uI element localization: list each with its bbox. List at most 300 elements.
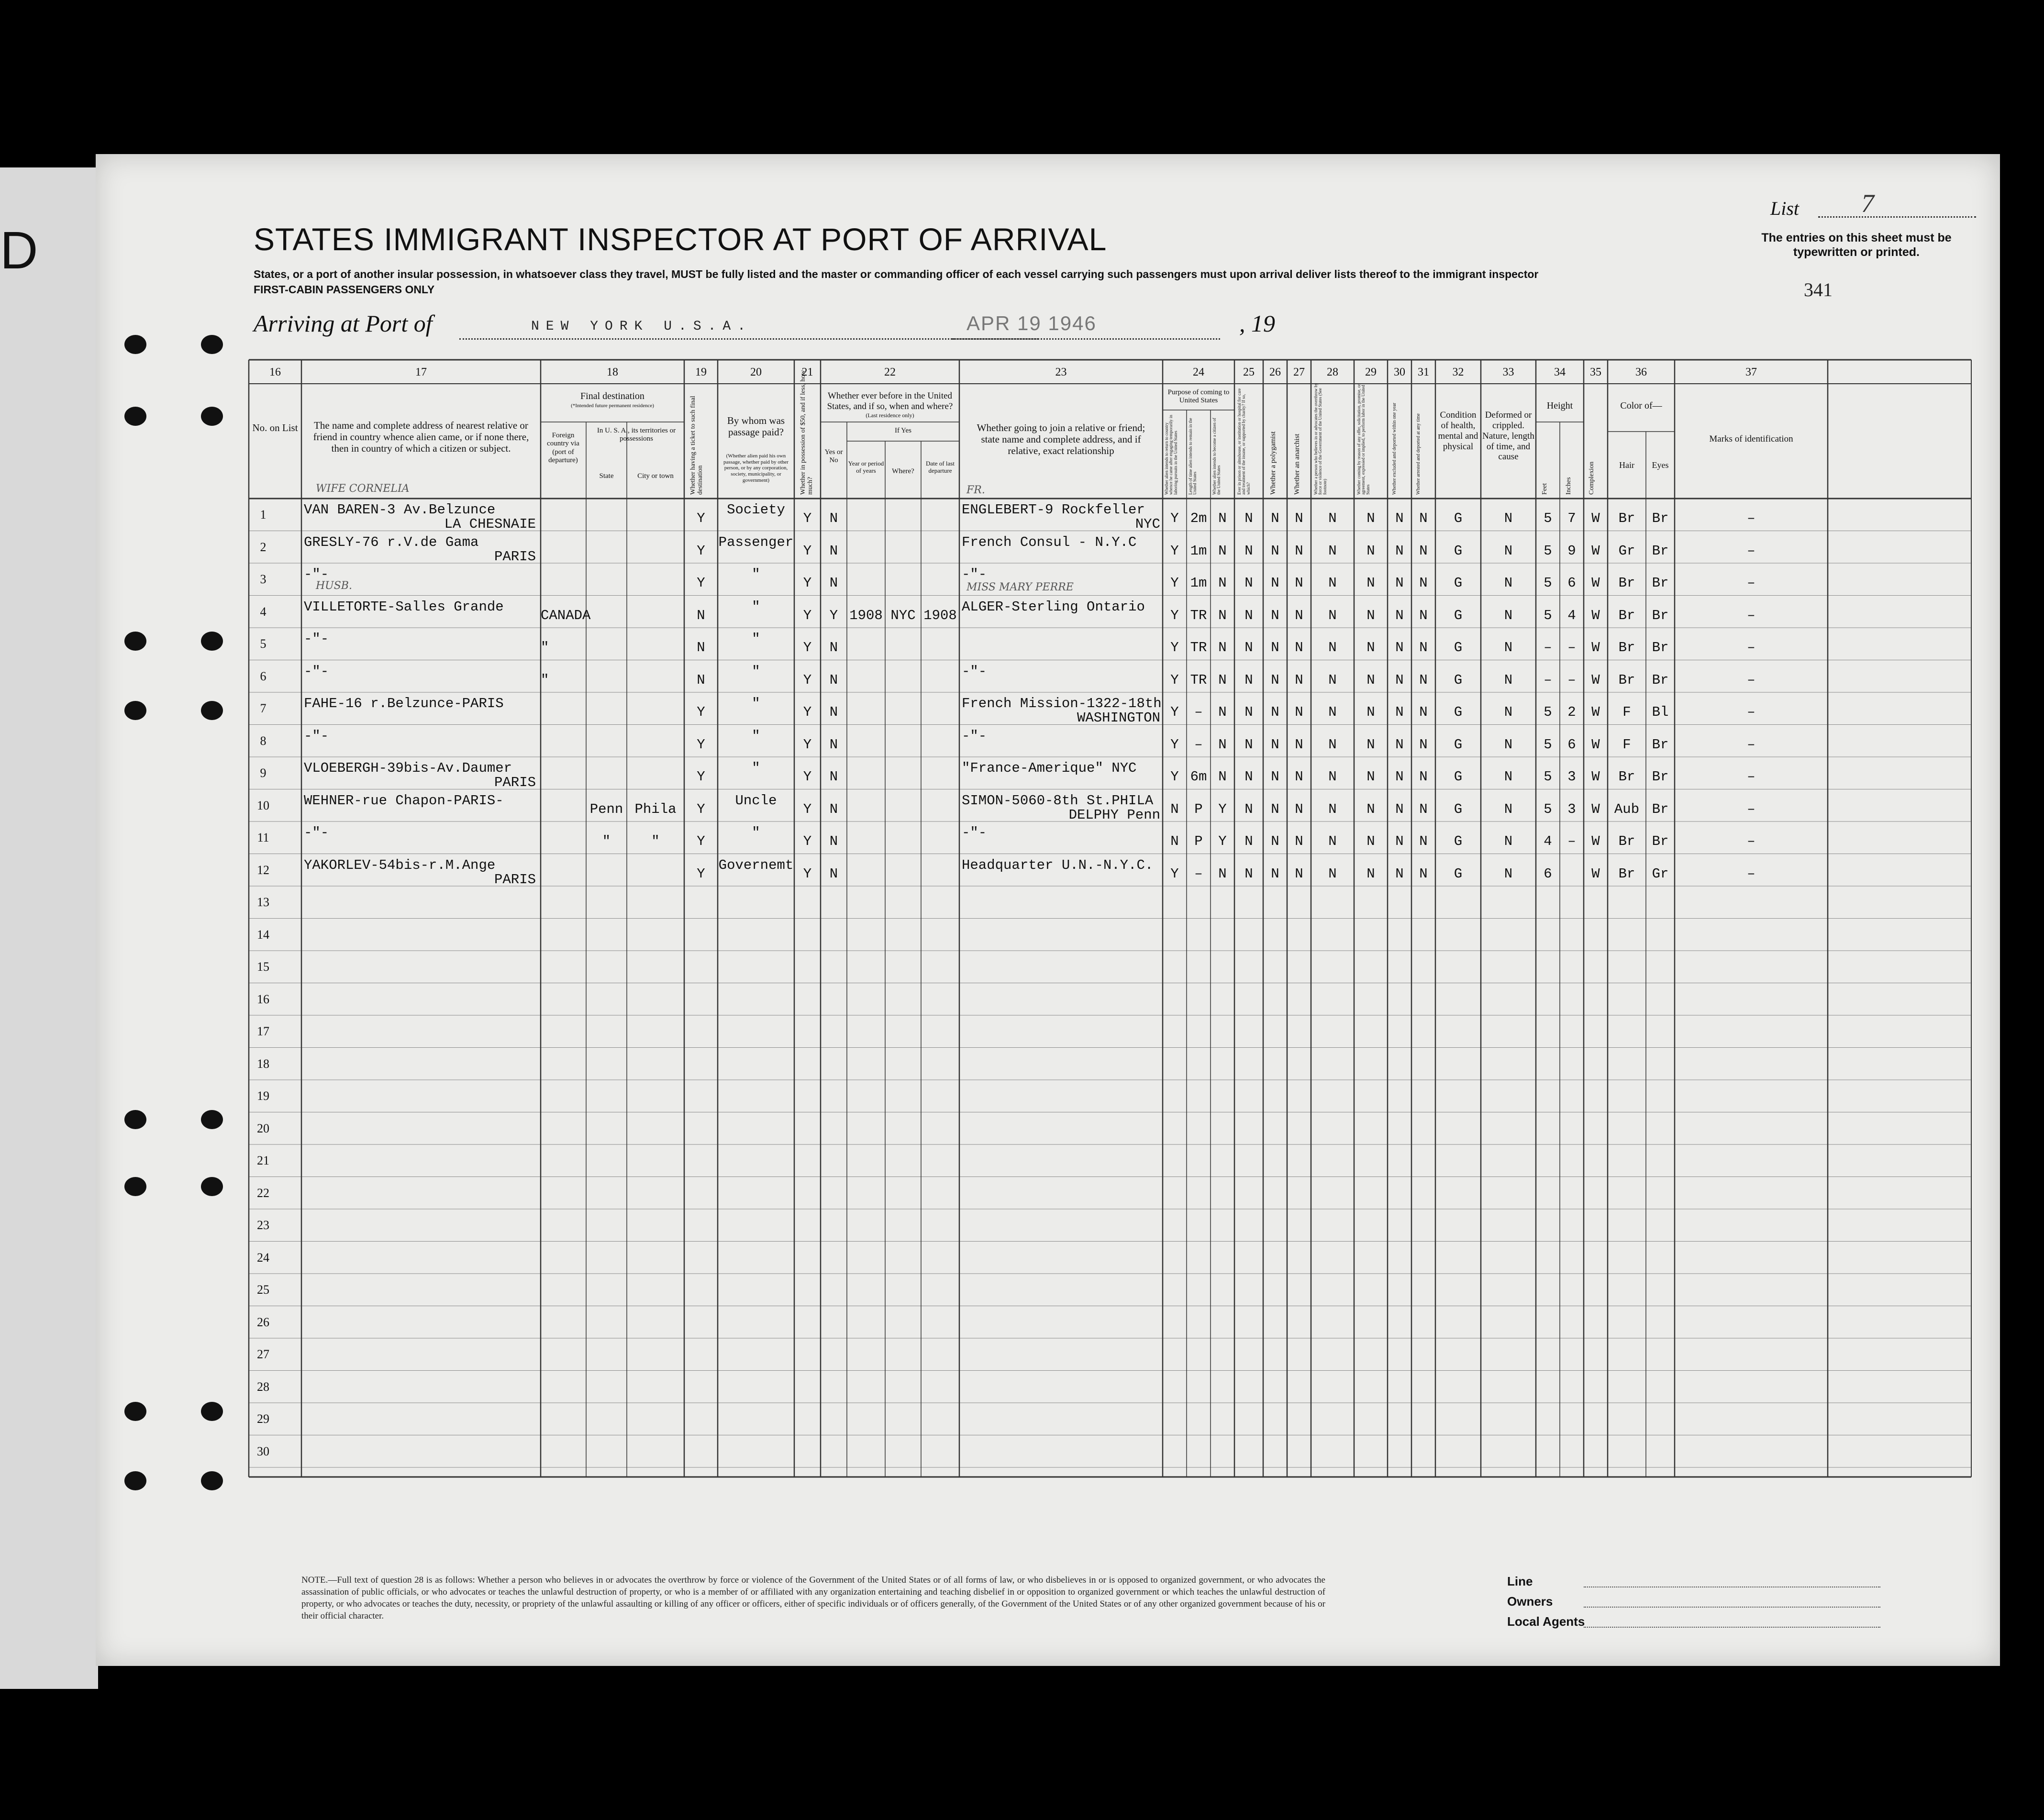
column-number: 20 <box>750 366 762 378</box>
header-date-departure: Date of last departure <box>926 460 955 474</box>
identification-marks: – <box>1747 736 1755 753</box>
row-number: 13 <box>257 895 269 909</box>
ticket: N <box>697 640 705 655</box>
row-number: 27 <box>257 1347 269 1361</box>
deformed: N <box>1504 510 1513 526</box>
question-27: N <box>1295 769 1303 785</box>
question-26: N <box>1271 866 1279 882</box>
column-number: 33 <box>1502 366 1514 378</box>
binder-hole <box>201 632 223 651</box>
sheet-number: 341 <box>1804 279 1833 300</box>
question-31: N <box>1419 833 1428 849</box>
row-number: 6 <box>260 669 267 683</box>
joining-relative: Headquarter U.N.-N.Y.C. <box>962 857 1154 873</box>
destination-city: Phila <box>634 801 677 817</box>
previous-sheet-edge <box>0 167 98 1689</box>
deformed: N <box>1504 866 1513 882</box>
fifty-dollars: Y <box>803 736 812 753</box>
row-number: 17 <box>257 1024 269 1038</box>
health-condition: G <box>1454 640 1463 655</box>
header-height: Height <box>1546 400 1573 411</box>
question-30: N <box>1395 640 1404 655</box>
height-feet: 5 <box>1544 801 1552 817</box>
purpose-length: 1m <box>1190 575 1207 591</box>
height-feet: – <box>1544 640 1552 655</box>
question-26: N <box>1271 607 1279 623</box>
header-fifty-dollars: Whether in possession of $50, and if less, how much? <box>800 370 814 495</box>
question-30: N <box>1395 769 1404 785</box>
passenger-name-address: -"- <box>304 825 329 841</box>
height-inches: 2 <box>1567 704 1576 720</box>
height-feet: 5 <box>1544 510 1552 526</box>
question-31: N <box>1419 769 1428 785</box>
hair-color: Br <box>1618 575 1635 591</box>
foreign-country: " <box>541 640 549 655</box>
fifty-dollars: Y <box>803 543 812 559</box>
purpose-length: – <box>1194 866 1203 882</box>
question-26: N <box>1271 736 1279 753</box>
purpose-return: Y <box>1170 769 1179 785</box>
passenger-address-line2: PARIS <box>494 871 536 888</box>
complexion: W <box>1591 866 1600 882</box>
purpose-return: N <box>1170 833 1179 849</box>
identification-marks: – <box>1747 575 1755 591</box>
last-departure: 1908 <box>923 607 957 623</box>
ever-before: N <box>829 704 838 720</box>
binder-hole <box>201 1402 223 1421</box>
local-agents-field[interactable] <box>1584 1627 1880 1628</box>
ticket: Y <box>697 704 705 720</box>
page-title: STATES IMMIGRANT INSPECTOR AT PORT OF ARRIVAL <box>254 222 1107 257</box>
question-29: N <box>1366 769 1375 785</box>
question-29: N <box>1366 704 1375 720</box>
identification-marks: – <box>1747 543 1755 559</box>
complexion: W <box>1591 833 1600 849</box>
header-ticket: Whether having a ticket to such final destination <box>689 396 704 495</box>
header-city: City or town <box>637 472 674 480</box>
row-number: 10 <box>257 798 269 812</box>
row-number: 12 <box>257 863 269 877</box>
question-27: N <box>1295 543 1303 559</box>
question-27: N <box>1295 672 1303 688</box>
question-29: N <box>1366 575 1375 591</box>
header-anarchist: Whether an anarchist <box>1293 433 1301 495</box>
ticket: N <box>697 672 705 688</box>
question-25: N <box>1244 736 1253 753</box>
joining-relative: "France-Amerique" NYC <box>962 760 1137 776</box>
height-feet: 5 <box>1544 543 1552 559</box>
column-number: 27 <box>1293 366 1305 378</box>
identification-marks: – <box>1747 866 1755 882</box>
passenger-name-address: -"- <box>304 631 329 647</box>
complexion: W <box>1591 510 1600 526</box>
purpose-citizen: N <box>1218 672 1227 688</box>
row-number: 3 <box>260 572 267 586</box>
passage-paid-by: " <box>752 728 760 744</box>
row-number: 21 <box>257 1154 269 1167</box>
typewritten-note: The entries on this sheet must be typewritten or printed. <box>1761 231 1952 259</box>
fifty-dollars: Y <box>803 833 812 849</box>
ticket: Y <box>697 510 705 526</box>
destination-state: " <box>602 833 611 849</box>
question-31: N <box>1419 510 1428 526</box>
column-number: 25 <box>1243 366 1255 378</box>
deformed: N <box>1504 543 1513 559</box>
deformed: N <box>1504 607 1513 623</box>
passage-paid-by: " <box>752 760 760 776</box>
header-complexion: Complexion <box>1588 461 1595 495</box>
row-number: 23 <box>257 1218 269 1232</box>
question-29: N <box>1366 640 1375 655</box>
height-inches: 9 <box>1567 543 1576 559</box>
height-inches: 3 <box>1567 769 1576 785</box>
previous-sheet-fragment: D <box>0 221 38 280</box>
passenger-address-line2: PARIS <box>494 775 536 790</box>
ever-before: N <box>829 640 838 655</box>
joining-relative: French Consul - N.Y.C <box>962 534 1137 550</box>
hair-color: Br <box>1618 510 1635 526</box>
complexion: W <box>1591 575 1600 591</box>
deformed: N <box>1504 769 1513 785</box>
height-feet: – <box>1544 672 1552 688</box>
eye-color: Br <box>1652 575 1669 591</box>
hair-color: Br <box>1618 769 1635 785</box>
height-feet: 5 <box>1544 607 1552 623</box>
ever-before: N <box>829 543 838 559</box>
binder-hole <box>124 701 146 720</box>
passenger-address-line2: PARIS <box>494 548 536 565</box>
header-color-of: Color of— <box>1620 400 1662 411</box>
passage-paid-by: Passenger <box>718 534 794 550</box>
joining-relative: French Mission-1322-18th <box>962 696 1162 711</box>
ticket: Y <box>697 833 705 849</box>
purpose-citizen: N <box>1218 543 1227 559</box>
binder-hole <box>201 1471 223 1490</box>
header-no-on-list: No. on List <box>252 422 298 433</box>
health-condition: G <box>1454 672 1463 688</box>
question-29: N <box>1366 736 1375 753</box>
purpose-length: P <box>1194 801 1203 817</box>
column-number: 22 <box>884 366 896 378</box>
question-31: N <box>1419 801 1428 817</box>
ever-before: Y <box>829 607 838 623</box>
header-prison: Ever in prison or almshouse, or institution or hospital for care and treatment of the insane, or supported by charity? If so, which? <box>1237 388 1251 495</box>
row-number: 1 <box>260 508 267 522</box>
header-marks: Marks of identification <box>1709 434 1793 444</box>
eye-color: Br <box>1652 801 1669 817</box>
purpose-length: – <box>1194 704 1203 720</box>
line-label: Line <box>1507 1574 1533 1588</box>
question-30: N <box>1395 672 1404 688</box>
binder-hole <box>124 407 146 426</box>
owners-field[interactable] <box>1584 1607 1880 1608</box>
question-27: N <box>1295 704 1303 720</box>
header-purpose-length: Length of time alien intends to remain in the United States <box>1188 418 1198 495</box>
passage-paid-by: " <box>752 696 760 711</box>
question-26: N <box>1271 510 1279 526</box>
header-in-usa: In U. S. A., its territories or possessions <box>597 427 676 443</box>
row-number: 30 <box>257 1444 269 1458</box>
identification-marks: – <box>1747 640 1755 655</box>
joining-address-line2: WASHINGTON <box>1077 710 1160 726</box>
row-number: 18 <box>257 1056 269 1071</box>
page-subtitle: States, or a port of another insular possession, in whatsoever class they travel, MUST be fully listed and the master or commanding officer of each vessel carrying such passengers must upon arrival deliver lists thereof to the immigrant inspector <box>254 268 1539 280</box>
question-29: N <box>1366 833 1375 849</box>
header-offer-of-labor: Whether coming by reason of any offer, solicitation, promise, or agreement, expressed or implied, to perform labor in the United States <box>1356 384 1370 495</box>
question-27: N <box>1295 510 1303 526</box>
question-31: N <box>1419 543 1428 559</box>
column-number: 17 <box>415 366 427 378</box>
binder-hole <box>124 1402 146 1421</box>
question-25: N <box>1244 510 1253 526</box>
eye-color: Br <box>1652 640 1669 655</box>
health-condition: G <box>1454 704 1463 720</box>
deformed: N <box>1504 801 1513 817</box>
complexion: W <box>1591 672 1600 688</box>
identification-marks: – <box>1747 801 1755 817</box>
question-31: N <box>1419 736 1428 753</box>
question-25: N <box>1244 801 1253 817</box>
header-name-address: The name and complete address of nearest relative or friend in country whence alien came, or if none there, then in country of which a citizen or subject. <box>313 420 529 455</box>
column-number: 31 <box>1418 366 1429 378</box>
question-25: N <box>1244 672 1253 688</box>
joining-address-line2: NYC <box>1135 516 1160 532</box>
passage-paid-by: " <box>752 631 760 647</box>
identification-marks: – <box>1747 672 1755 688</box>
passage-paid-by: Uncle <box>735 792 777 809</box>
arriving-label: Arriving at Port of <box>254 310 433 337</box>
ever-before: N <box>829 801 838 817</box>
question-30: N <box>1395 833 1404 849</box>
handwritten-annotation: MISS MARY PERRE <box>966 581 1074 593</box>
year-of-visit: 1908 <box>849 607 883 623</box>
health-condition: G <box>1454 543 1463 559</box>
header-arrested: Whether arrested and deported at any time <box>1416 413 1421 495</box>
question-28: N <box>1328 510 1337 526</box>
question-30: N <box>1395 543 1404 559</box>
row-number: 4 <box>260 604 267 619</box>
column-number: 19 <box>695 366 707 378</box>
header-purpose: Purpose of coming to United States <box>1167 388 1230 405</box>
header-purpose-return: Whether alien intends to return to country whence he came after engaging temporarily in laboring pursuits in the United States <box>1164 415 1178 495</box>
header-paid-by-note: (Whether alien paid his own passage, whether paid by other person, or by any corporation, society, municipality, or government) <box>723 453 789 483</box>
eye-color: Br <box>1652 769 1669 785</box>
row-number: 19 <box>257 1089 269 1103</box>
deformed: N <box>1504 704 1513 720</box>
handwritten-annotation: HUSB. <box>316 579 352 592</box>
purpose-return: Y <box>1170 543 1179 559</box>
passenger-name-address: VAN BAREN-3 Av.Belzunce <box>304 502 496 518</box>
height-feet: 5 <box>1544 575 1552 591</box>
health-condition: G <box>1454 769 1463 785</box>
column-number: 36 <box>1635 366 1647 378</box>
column-number: 28 <box>1327 366 1338 378</box>
question-28: N <box>1328 769 1337 785</box>
passenger-name-address: VILLETORTE-Salles Grande <box>304 599 504 615</box>
fifty-dollars: Y <box>803 607 812 623</box>
question-26: N <box>1271 575 1279 591</box>
passenger-name-address: YAKORLEV-54bis-r.M.Ange <box>304 857 496 873</box>
row-number: 11 <box>257 831 269 844</box>
health-condition: G <box>1454 575 1463 591</box>
purpose-return: Y <box>1170 704 1179 720</box>
complexion: W <box>1591 769 1600 785</box>
local-agents-label: Local Agents <box>1507 1614 1585 1629</box>
hair-color: Br <box>1618 640 1635 655</box>
identification-marks: – <box>1747 607 1755 623</box>
fifty-dollars: Y <box>803 510 812 526</box>
destination-state: Penn <box>589 801 623 817</box>
foreign-country: CANADA <box>541 607 591 623</box>
row-number: 2 <box>260 540 267 554</box>
binder-hole <box>124 1471 146 1490</box>
column-number: 29 <box>1365 366 1377 378</box>
purpose-length: 2m <box>1190 510 1207 526</box>
ticket: Y <box>697 769 705 785</box>
ever-before: N <box>829 833 838 849</box>
manifest-sheet <box>96 154 2000 1666</box>
hair-color: F <box>1622 704 1631 720</box>
purpose-length: P <box>1194 833 1203 849</box>
ticket: Y <box>697 543 705 559</box>
passenger-name-address: FAHE-16 r.Belzunce-PARIS <box>304 696 504 711</box>
ever-before: N <box>829 672 838 688</box>
header-ever-before: Whether ever before in the United States, and if so, when and where? <box>827 391 953 411</box>
question-31: N <box>1419 575 1428 591</box>
purpose-citizen: N <box>1218 575 1227 591</box>
header-state: State <box>599 472 614 480</box>
question-25: N <box>1244 866 1253 882</box>
height-inches: 6 <box>1567 575 1576 591</box>
column-number: 30 <box>1394 366 1405 378</box>
question-27: N <box>1295 736 1303 753</box>
binder-hole <box>201 335 223 354</box>
header-last-residence-note: (Last residence only) <box>866 412 914 419</box>
passage-paid-by: Governemt <box>718 857 794 873</box>
eye-color: Br <box>1652 510 1669 526</box>
header-final-destination-note: (*Intended future permanent residence) <box>571 403 654 409</box>
column-number: 32 <box>1452 366 1464 378</box>
question-28: N <box>1328 704 1337 720</box>
eye-color: Br <box>1652 736 1669 753</box>
hair-color: Br <box>1618 833 1635 849</box>
purpose-return: Y <box>1170 510 1179 526</box>
health-condition: G <box>1454 866 1463 882</box>
passenger-name-address: WEHNER-rue Chapon-PARIS- <box>304 792 504 809</box>
header-overthrow: Whether a person who believes in or advocates the overthrow by force or violence of the Government of the United States (See footnote) <box>1313 383 1327 495</box>
header-hair: Hair <box>1619 460 1634 470</box>
handwritten-annotation: FR. <box>966 484 985 496</box>
height-inches: 6 <box>1567 736 1576 753</box>
complexion: W <box>1591 607 1600 623</box>
row-number: 26 <box>257 1315 269 1329</box>
header-paid-by: By whom was passage paid? <box>727 415 785 438</box>
purpose-length: TR <box>1190 672 1207 688</box>
question-28: N <box>1328 607 1337 623</box>
purpose-length: TR <box>1190 607 1207 623</box>
complexion: W <box>1591 704 1600 720</box>
row-number: 22 <box>257 1186 269 1200</box>
question-30: N <box>1395 736 1404 753</box>
purpose-citizen: N <box>1218 866 1227 882</box>
health-condition: G <box>1454 833 1463 849</box>
passenger-name-address: -"- <box>304 728 329 744</box>
eye-color: Br <box>1652 543 1669 559</box>
question-31: N <box>1419 672 1428 688</box>
eye-color: Br <box>1652 672 1669 688</box>
passenger-name-address: VLOEBERGH-39bis-Av.Daumer <box>304 760 512 776</box>
question-31: N <box>1419 704 1428 720</box>
passage-paid-by: Society <box>727 502 785 518</box>
passenger-class: FIRST-CABIN PASSENGERS ONLY <box>254 283 435 296</box>
header-year-period: Year or period of years <box>848 460 884 474</box>
hair-color: Aub <box>1614 801 1640 817</box>
question-26: N <box>1271 672 1279 688</box>
header-deformed: Deformed or crippled. Nature, length of time, and cause <box>1482 410 1534 462</box>
complexion: W <box>1591 736 1600 753</box>
ever-before: N <box>829 866 838 882</box>
purpose-return: Y <box>1170 866 1179 882</box>
joining-relative: SIMON-5060-8th St.PHILA <box>962 792 1154 809</box>
deformed: N <box>1504 736 1513 753</box>
identification-marks: – <box>1747 510 1755 526</box>
passage-paid-by: " <box>752 566 760 582</box>
purpose-citizen: N <box>1218 607 1227 623</box>
deformed: N <box>1504 672 1513 688</box>
header-purpose-citizen: Whether alien intends to become a citizen of the United States <box>1212 418 1222 495</box>
question-28: N <box>1328 672 1337 688</box>
ever-before: N <box>829 575 838 591</box>
question-27: N <box>1295 801 1303 817</box>
question-30: N <box>1395 607 1404 623</box>
binder-hole <box>201 407 223 426</box>
purpose-citizen: N <box>1218 510 1227 526</box>
header-final-destination: Final destination <box>580 391 644 401</box>
health-condition: G <box>1454 801 1463 817</box>
purpose-return: Y <box>1170 607 1179 623</box>
height-inches: 4 <box>1567 607 1576 623</box>
row-number: 15 <box>257 960 269 974</box>
row-number: 7 <box>260 701 267 715</box>
deformed: N <box>1504 640 1513 655</box>
foreign-country: " <box>541 672 549 688</box>
question-26: N <box>1271 833 1279 849</box>
joining-relative: -"- <box>962 825 987 841</box>
question-28: N <box>1328 866 1337 882</box>
question-30: N <box>1395 510 1404 526</box>
year-prefix: , 19 <box>1239 310 1275 337</box>
height-inches: 7 <box>1567 510 1576 526</box>
eye-color: Gr <box>1652 866 1669 882</box>
height-feet: 5 <box>1544 769 1552 785</box>
purpose-return: Y <box>1170 575 1179 591</box>
question-28: N <box>1328 640 1337 655</box>
header-polygamist: Whether a polygamist <box>1269 431 1277 495</box>
question-29: N <box>1366 866 1375 882</box>
header-where: Where? <box>892 467 914 475</box>
purpose-return: Y <box>1170 672 1179 688</box>
row-number: 25 <box>257 1283 269 1297</box>
fifty-dollars: Y <box>803 704 812 720</box>
binder-hole <box>124 632 146 651</box>
question-28: N <box>1328 736 1337 753</box>
purpose-return: N <box>1170 801 1179 817</box>
column-number: 18 <box>607 366 618 378</box>
question-26: N <box>1271 543 1279 559</box>
header-excluded: Whether excluded and deported within one year <box>1392 402 1397 495</box>
question-25: N <box>1244 607 1253 623</box>
purpose-citizen: N <box>1218 704 1227 720</box>
